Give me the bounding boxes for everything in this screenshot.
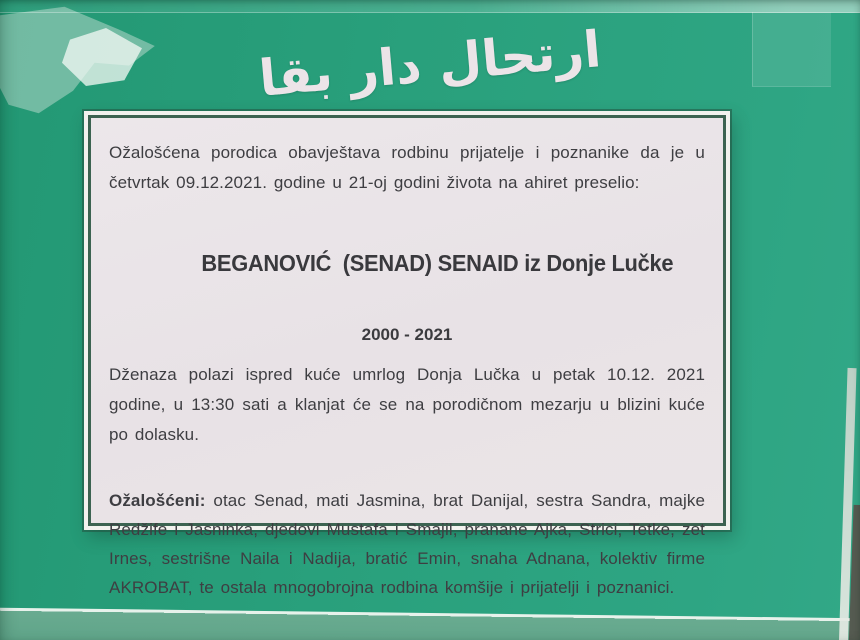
intro-paragraph: Ožalošćena porodica obavještava rodbinu prijatelje i poznanike da je u četvrtak 09.12.2021. godine u 21-oj godini života na ahiret preselio:: [109, 143, 705, 192]
arabic-calligraphy: ارتحال دار بقا: [256, 20, 604, 108]
board-top-edge: [0, 0, 860, 13]
funeral-paragraph: Dženaza polazi ispred kuće umrlog Donja Lučka u petak 10.12. 2021 godine, u 13:30 sati a klanjat će se na porodičnom mezarju u blizini kuće po dolasku.: [109, 365, 705, 444]
board-bottom-edge: [0, 608, 860, 640]
mourners-label: Ožalošćeni:: [109, 491, 206, 510]
life-years: 2000 - 2021: [361, 325, 453, 344]
deceased-name: [109, 212, 705, 314]
deceased-name-text: BEGANOVIĆ (SENAD) SENAID iz Donje Lučke: [201, 250, 674, 276]
mourners-list: otac Senad, mati Jasmina, brat Danijal, sestra Sandra, majke Redžife i Jasninka, djedovi Mustafa i Smajil, pranane Ajka, Strici, Tetke, zet Irnes, sestrišne Naila i Nadija, bratić Emin, snaha Adnana, kolektiv firme AKROBAT, te ostala mnogobrojna rodbina komšije i prijatelji i poznanici.: [109, 491, 705, 597]
notice-sheet: [84, 111, 730, 597]
tape-top-right: [752, 12, 831, 87]
mourners-paragraph: [109, 486, 705, 602]
notice-frame: [88, 115, 726, 597]
